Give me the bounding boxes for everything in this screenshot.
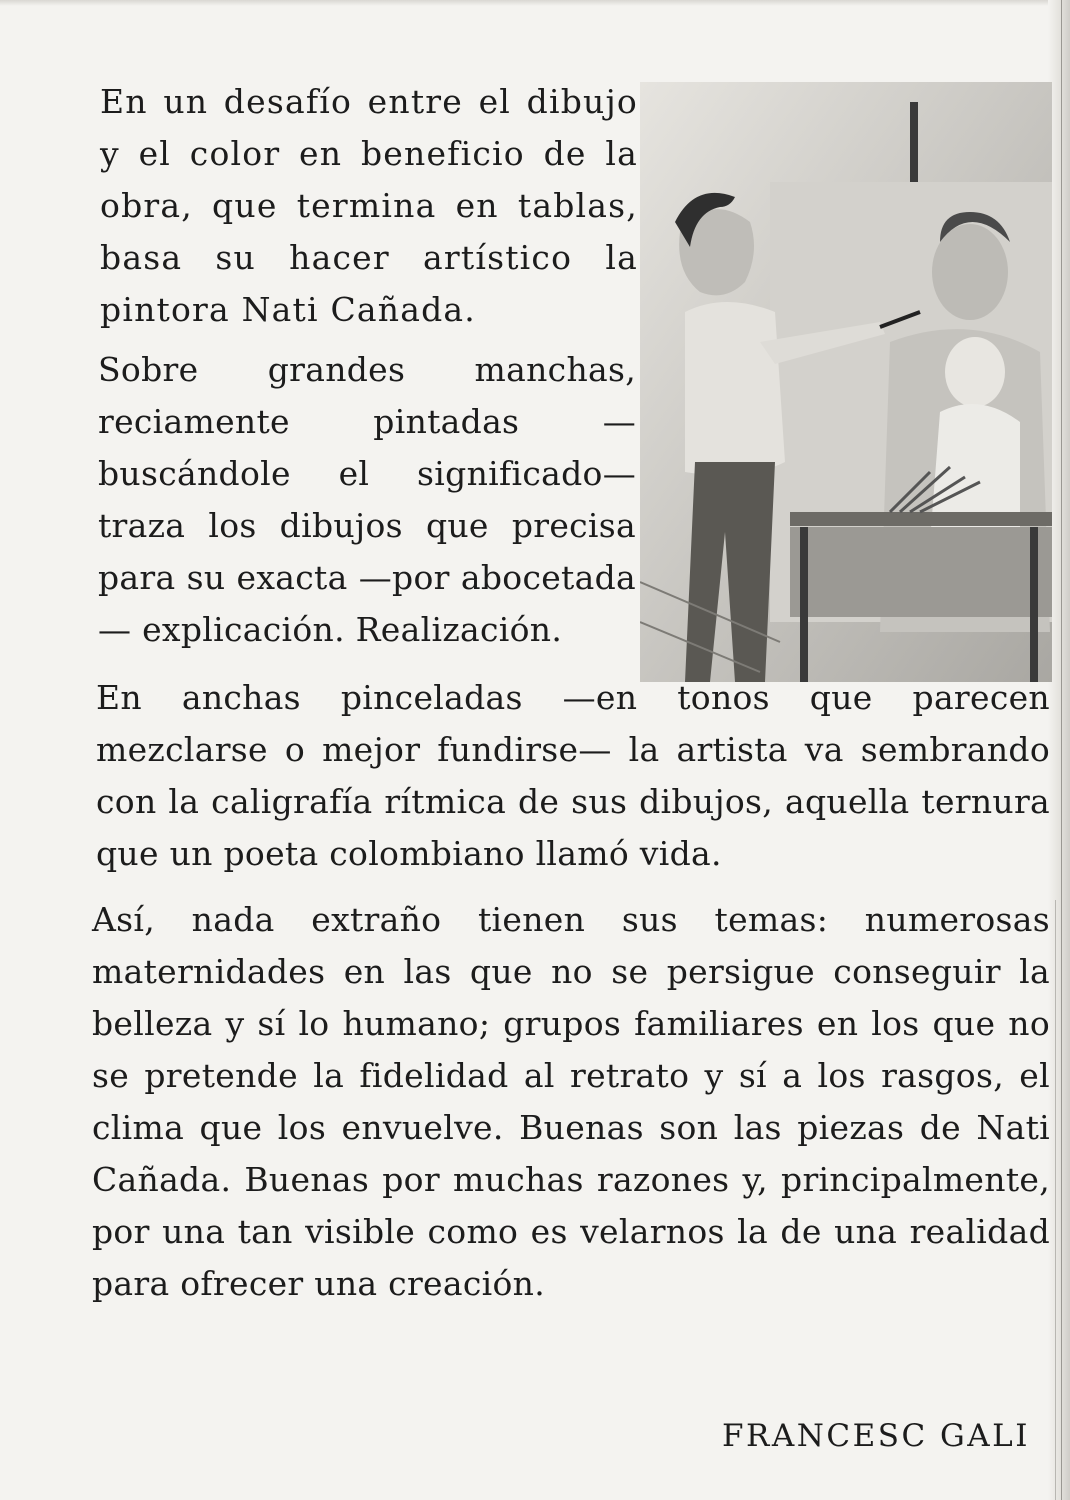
artist-painting-illustration (640, 82, 1052, 682)
paragraph-2: Sobre grandes manchas, reciamente pintadas —buscándole el significado— traza los dibujos que precisa para su exacta —por abocetada— explicación. Realización. (98, 350, 636, 649)
binding-line-secondary (1055, 900, 1056, 1500)
artist-painting-photo (640, 82, 1052, 682)
binding-line (1061, 0, 1062, 1500)
paragraph-3: En anchas pinceladas —en tonos que parecen mezclarse o mejor fundirse— la artista va sembrando con la caligrafía rítmica de sus dibujos, aquella ternura que un poeta colombiano llamó vida. (96, 678, 1050, 873)
paragraph-4: Así, nada extraño tienen sus temas: numerosas maternidades en las que no se persigue conseguir la belleza y sí lo humano; grupos familiares en los que no se pretende la fidelidad al retrato y sí a los rasgos, el clima que los envuelve. Buenas son las piezas de Nati Cañada. Buenas por muchas razones y, principalmente, por una tan visible como es velarnos la de una realidad para ofrecer una creación. (92, 900, 1050, 1303)
paragraph-1: En un desafío entre el dibujo y el color en beneficio de la obra, que termina en tablas, basa su hacer artístico la pintora Nati Cañada. (100, 82, 638, 329)
page-top-edge (0, 0, 1070, 6)
author-signature: FRANCESC GALI (722, 1418, 1031, 1454)
